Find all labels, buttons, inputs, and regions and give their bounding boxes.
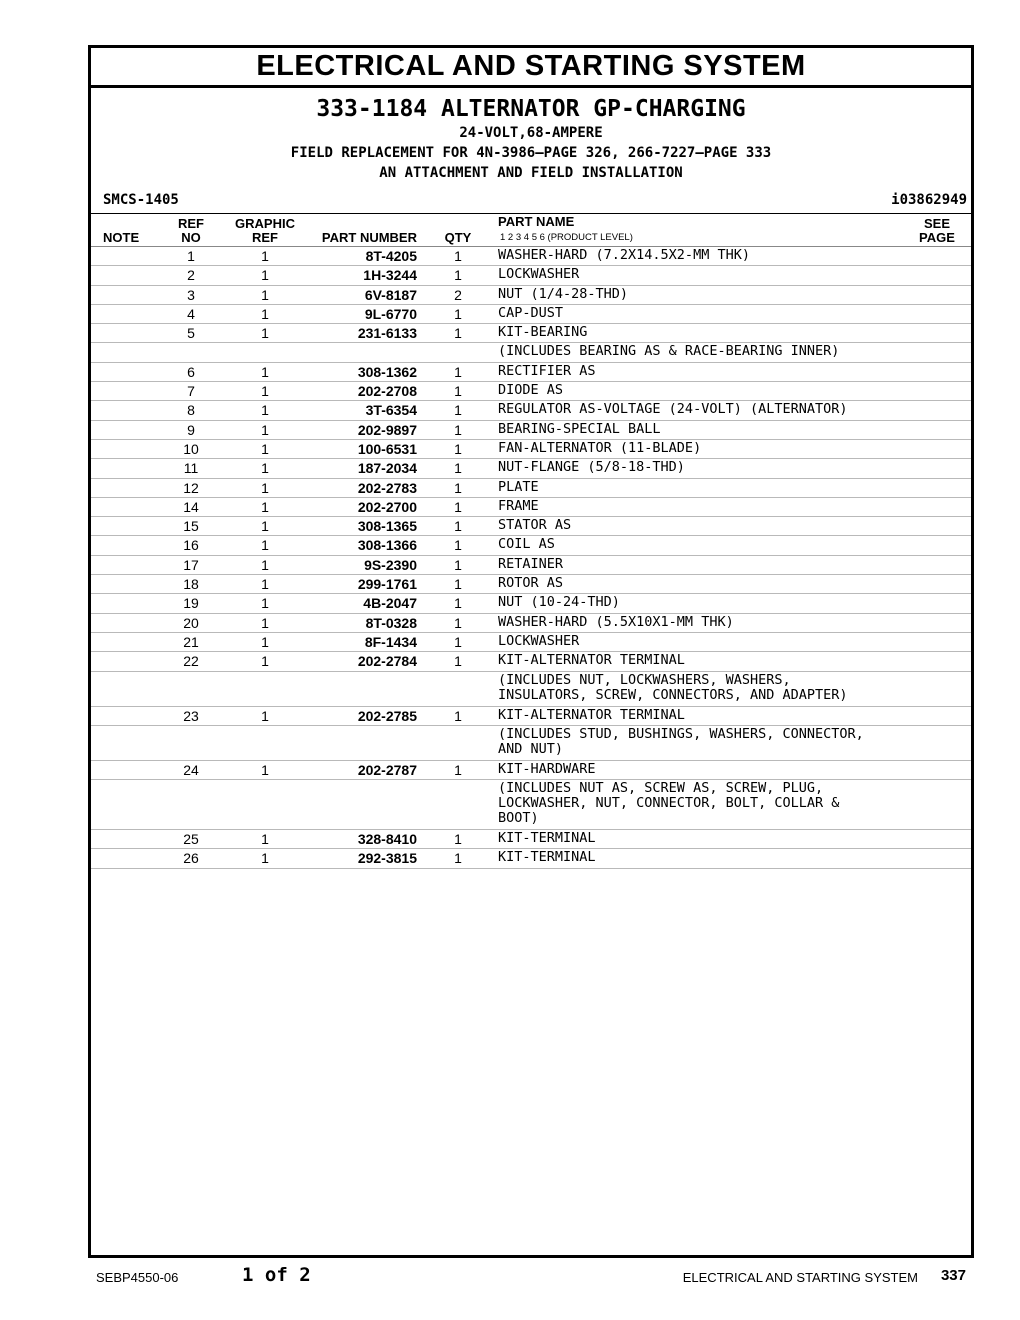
cell-part-number: 6V-8187 <box>364 286 417 303</box>
cell-part-name: KIT-ALTERNATOR TERMINAL <box>498 706 685 723</box>
media-id: i03862949 <box>891 192 967 208</box>
cell-part-number: 9L-6770 <box>364 305 417 322</box>
cell-graphic-ref: 1 <box>261 286 269 303</box>
cell-part-name: ROTOR AS <box>498 575 564 592</box>
cell-quantity: 1 <box>454 556 462 573</box>
cell-part-number: 308-1365 <box>357 518 417 535</box>
cell-part-number: 4B-2047 <box>363 595 417 612</box>
table-row <box>91 305 971 324</box>
cell-part-name: RECTIFIER AS <box>498 362 596 379</box>
id-bar <box>91 189 971 213</box>
cell-part-number: 308-1362 <box>357 363 417 380</box>
cell-part-number: 202-2783 <box>357 479 417 496</box>
table-row <box>91 633 971 652</box>
cell-quantity: 1 <box>454 460 462 477</box>
cell-graphic-ref: 1 <box>261 460 269 477</box>
cell-quantity: 1 <box>454 421 462 438</box>
cell-quantity: 1 <box>454 402 462 419</box>
header-part-name: PART NAME <box>498 214 575 229</box>
cell-quantity: 1 <box>454 325 462 342</box>
cell-graphic-ref: 1 <box>261 248 269 264</box>
cell-ref-number: 16 <box>183 537 199 554</box>
cell-ref-number: 19 <box>183 595 199 612</box>
header-ref-top: REF <box>178 216 204 231</box>
cell-quantity: 2 <box>454 286 462 303</box>
cell-ref-number: 1 <box>187 248 195 264</box>
cell-graphic-ref: 1 <box>261 383 269 400</box>
footer-doc-number: SEBP4550-06 <box>96 1270 179 1285</box>
cell-part-number: 100-6531 <box>357 440 417 457</box>
cell-ref-number: 22 <box>183 653 199 670</box>
table-row <box>91 363 971 382</box>
cell-part-name: KIT-HARDWARE <box>498 760 596 777</box>
table-row <box>91 614 971 633</box>
table-row <box>91 594 971 613</box>
table-row <box>91 849 971 868</box>
cell-part-number: 308-1366 <box>357 537 417 554</box>
cell-graphic-ref: 1 <box>261 267 269 284</box>
cell-part-name: NUT (10-24-THD) <box>498 594 620 611</box>
header-qty: QTY <box>444 230 472 245</box>
table-row <box>91 830 971 849</box>
header-ref-bottom: NO <box>181 230 201 245</box>
cell-graphic-ref: 1 <box>261 498 269 515</box>
table-row <box>91 556 971 575</box>
cell-graphic-ref: 1 <box>261 576 269 593</box>
cell-part-number: 8T-4205 <box>365 248 417 264</box>
table-row <box>91 536 971 555</box>
cell-quantity: 1 <box>454 633 462 650</box>
cell-quantity: 1 <box>454 267 462 284</box>
cell-part-number: 202-2700 <box>357 498 417 515</box>
cell-quantity: 1 <box>454 707 462 724</box>
cell-part-name: LOCKWASHER <box>498 266 580 283</box>
cell-part-name: (INCLUDES NUT, LOCKWASHERS, WASHERS, INSULATORS, SCREW, CONNECTORS, AND ADAPTER) <box>498 671 848 703</box>
cell-quantity: 1 <box>454 479 462 496</box>
cell-part-name: KIT-ALTERNATOR TERMINAL <box>498 652 685 669</box>
cell-quantity: 1 <box>454 850 462 867</box>
cell-part-name: LOCKWASHER <box>498 632 580 649</box>
footer-page-number: 337 <box>940 1267 966 1284</box>
cell-quantity: 1 <box>454 653 462 670</box>
section-title: ELECTRICAL AND STARTING SYSTEM <box>91 48 971 88</box>
cell-ref-number: 21 <box>183 633 199 650</box>
cell-part-name: CAP-DUST <box>498 304 564 321</box>
page-frame <box>88 45 974 1258</box>
cell-part-number: 9S-2390 <box>364 556 417 573</box>
table-row <box>91 286 971 305</box>
cell-part-name: FRAME <box>498 497 539 514</box>
table-row <box>91 498 971 517</box>
cell-part-name: BEARING-SPECIAL BALL <box>498 420 661 437</box>
cell-part-name: PLATE <box>498 478 539 495</box>
cell-part-number: 1H-3244 <box>363 267 417 284</box>
cell-ref-number: 6 <box>187 363 195 380</box>
cell-part-name: REGULATOR AS-VOLTAGE (24-VOLT) (ALTERNATOR) <box>498 401 848 418</box>
cell-quantity: 1 <box>454 305 462 322</box>
cell-ref-number: 23 <box>183 707 199 724</box>
cell-graphic-ref: 1 <box>261 518 269 535</box>
cell-part-name: RETAINER <box>498 555 564 572</box>
parts-table <box>91 247 971 869</box>
table-row <box>91 575 971 594</box>
cell-ref-number: 15 <box>183 518 199 535</box>
header-graphic-top: GRAPHIC <box>235 216 295 231</box>
table-row <box>91 421 971 440</box>
table-row <box>91 726 971 761</box>
cell-part-name: KIT-TERMINAL <box>498 830 596 847</box>
table-row <box>91 324 971 343</box>
table-row <box>91 479 971 498</box>
cell-graphic-ref: 1 <box>261 761 269 778</box>
cell-ref-number: 18 <box>183 576 199 593</box>
cell-ref-number: 12 <box>183 479 199 496</box>
cell-ref-number: 25 <box>183 831 199 848</box>
cell-part-number: 292-3815 <box>357 850 417 867</box>
cell-quantity: 1 <box>454 831 462 848</box>
header-graphic-bottom: REF <box>252 230 278 245</box>
cell-part-name: WASHER-HARD (7.2X14.5X2-MM THK) <box>498 247 750 263</box>
cell-ref-number: 8 <box>187 402 195 419</box>
cell-part-name: KIT-TERMINAL <box>498 849 596 866</box>
cell-ref-number: 14 <box>183 498 199 515</box>
cell-part-name: NUT-FLANGE (5/8-18-THD) <box>498 459 685 476</box>
cell-quantity: 1 <box>454 518 462 535</box>
smcs-code: SMCS-1405 <box>103 192 179 208</box>
cell-graphic-ref: 1 <box>261 653 269 670</box>
table-row <box>91 401 971 420</box>
cell-ref-number: 7 <box>187 383 195 400</box>
cell-part-name: STATOR AS <box>498 517 572 534</box>
cell-part-number: 299-1761 <box>357 576 417 593</box>
header-note: NOTE <box>103 230 140 245</box>
cell-quantity: 1 <box>454 363 462 380</box>
cell-ref-number: 10 <box>183 440 199 457</box>
header-see-top: SEE <box>923 216 950 231</box>
cell-graphic-ref: 1 <box>261 305 269 322</box>
cell-ref-number: 5 <box>187 325 195 342</box>
cell-part-number: 202-2708 <box>357 383 417 400</box>
cell-quantity: 1 <box>454 537 462 554</box>
cell-part-name: COIL AS <box>498 536 555 553</box>
table-row <box>91 382 971 401</box>
cell-quantity: 1 <box>454 576 462 593</box>
cell-part-name: (INCLUDES STUD, BUSHINGS, WASHERS, CONNECTOR, AND NUT) <box>498 725 864 757</box>
cell-quantity: 1 <box>454 614 462 631</box>
cell-ref-number: 24 <box>183 761 199 778</box>
cell-part-name: NUT (1/4-28-THD) <box>498 285 629 302</box>
group-title: 333-1184 ALTERNATOR GP-CHARGING <box>316 96 746 122</box>
header-see-bottom: PAGE <box>919 230 955 245</box>
cell-graphic-ref: 1 <box>261 595 269 612</box>
cell-quantity: 1 <box>454 248 462 264</box>
group-rating: 24-VOLT,68-AMPERE <box>459 125 603 141</box>
cell-part-number: 8F-1434 <box>364 633 417 650</box>
table-row <box>91 672 971 707</box>
cell-graphic-ref: 1 <box>261 707 269 724</box>
cell-ref-number: 3 <box>187 286 195 303</box>
cell-ref-number: 17 <box>183 556 199 573</box>
cell-part-name: DIODE AS <box>498 382 564 399</box>
table-row <box>91 761 971 780</box>
cell-graphic-ref: 1 <box>261 633 269 650</box>
table-row <box>91 343 971 362</box>
cell-quantity: 1 <box>454 383 462 400</box>
cell-ref-number: 2 <box>187 267 195 284</box>
table-header <box>91 214 971 247</box>
cell-part-name: WASHER-HARD (5.5X10X1-MM THK) <box>498 613 734 630</box>
table-row <box>91 266 971 285</box>
cell-ref-number: 20 <box>183 614 199 631</box>
cell-part-number: 187-2034 <box>357 460 417 477</box>
footer-section: ELECTRICAL AND STARTING SYSTEM <box>682 1270 918 1285</box>
footer-page-of: 1 of 2 <box>242 1264 311 1286</box>
cell-part-number: 202-2784 <box>357 653 417 670</box>
cell-graphic-ref: 1 <box>261 363 269 380</box>
cell-ref-number: 9 <box>187 421 195 438</box>
cell-quantity: 1 <box>454 761 462 778</box>
cell-quantity: 1 <box>454 498 462 515</box>
cell-ref-number: 26 <box>183 850 199 867</box>
cell-part-number: 8T-0328 <box>365 614 417 631</box>
table-row <box>91 440 971 459</box>
cell-ref-number: 11 <box>183 460 199 477</box>
cell-part-name: (INCLUDES NUT AS, SCREW AS, SCREW, PLUG, LOCKWASHER, NUT, CONNECTOR, BOLT, COLLAR & BOOT) <box>498 780 840 827</box>
cell-part-name: FAN-ALTERNATOR (11-BLADE) <box>498 439 702 456</box>
table-row <box>91 652 971 671</box>
cell-part-name: KIT-BEARING <box>498 324 588 341</box>
cell-part-name: (INCLUDES BEARING AS & RACE-BEARING INNER) <box>498 343 840 360</box>
cell-quantity: 1 <box>454 440 462 457</box>
cell-part-number: 202-2785 <box>357 707 417 724</box>
cell-graphic-ref: 1 <box>261 614 269 631</box>
cell-graphic-ref: 1 <box>261 556 269 573</box>
group-replacement-note: FIELD REPLACEMENT FOR 4N-3986—PAGE 326, 266-7227—PAGE 333 <box>290 145 772 161</box>
cell-graphic-ref: 1 <box>261 479 269 496</box>
table-row <box>91 459 971 478</box>
cell-part-number: 3T-6354 <box>365 402 417 419</box>
header-part-number: PART NUMBER <box>321 230 417 245</box>
cell-quantity: 1 <box>454 595 462 612</box>
page-footer <box>0 1262 1020 1292</box>
cell-graphic-ref: 1 <box>261 537 269 554</box>
table-row <box>91 707 971 726</box>
cell-graphic-ref: 1 <box>261 325 269 342</box>
cell-graphic-ref: 1 <box>261 421 269 438</box>
cell-graphic-ref: 1 <box>261 831 269 848</box>
cell-part-number: 328-8410 <box>357 831 417 848</box>
group-installation-note: AN ATTACHMENT AND FIELD INSTALLATION <box>379 165 683 181</box>
cell-part-number: 202-2787 <box>357 761 417 778</box>
cell-graphic-ref: 1 <box>261 402 269 419</box>
header-product-levels: 1 2 3 4 5 6 (PRODUCT LEVEL) <box>500 232 633 243</box>
table-row <box>91 780 971 830</box>
table-row <box>91 247 971 266</box>
cell-graphic-ref: 1 <box>261 440 269 457</box>
cell-part-number: 231-6133 <box>357 325 417 342</box>
table-row <box>91 517 971 536</box>
cell-ref-number: 4 <box>187 305 195 322</box>
cell-graphic-ref: 1 <box>261 850 269 867</box>
cell-part-number: 202-9897 <box>357 421 417 438</box>
